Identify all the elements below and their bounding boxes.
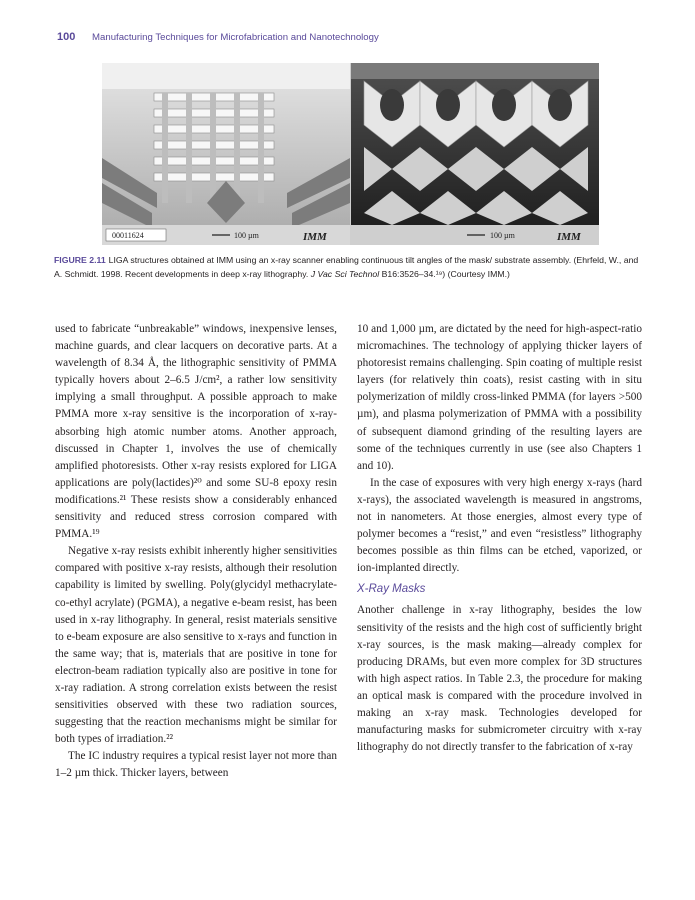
figure-label: FIGURE 2.11 [54, 255, 106, 265]
running-header [57, 31, 657, 43]
left-paragraph-3: The IC industry requires a typical resist layer not more than 1–2 µm thick. Thicker layers, between [55, 750, 337, 780]
left-logo: IMM [303, 231, 327, 243]
right-micrograph [351, 63, 599, 245]
section-heading: X-Ray Masks [357, 583, 426, 596]
sem-micrographs [102, 63, 599, 245]
figure-caption [54, 254, 644, 281]
right-scale-label: 100 µm [490, 231, 515, 240]
book-title: Manufacturing Techniques for Microfabrication and Nanotechnology [92, 32, 379, 43]
left-scale-label: 100 µm [234, 231, 259, 240]
figure-2-11 [102, 63, 599, 245]
caption-journal: J Vac Sci Technol [310, 268, 380, 279]
right-logo: IMM [557, 231, 581, 243]
right-paragraph-1: 10 and 1,000 µm, are dictated by the need for high-aspect-ratio micromachines. The technology of applying thicker layers of photoresist remains challenging. Spin coating of multiple resist layers (for relatively thin coats), resist casting with in situ polymerization of mildly cross-linked PMMA (for layers >500 µm), and plasma polymerization of PMMA with a possibility of subsequent diamond grinding of the resulting layers are some of the techniques currently in use (see also Chapters 1 and 10). [357, 323, 642, 472]
left-column [55, 321, 337, 783]
left-paragraph-1: used to fabricate “unbreakable” windows, inexpensive lenses, machine guards, and clear lacquers on decorative parts. At a wavelength of 8.34 Å, the lithographic sensitivity of PMMA typically hovers about 2–6.5 J/cm², a rather low sensitivity implying a small throughput. A possible approach to make PMMA more x-ray sensitive is the incorporation of x-ray-absorbing high atomic number atoms. Another approach, discussed in Chapter 1, involves the use of chemically amplified photoresists. Other x-ray resists explored for LIGA applications are poly(lactides)²⁰ and some SU-8 epoxy resin modifications.²¹ These resists show a considerably enhanced sensitivity and reduced stress corrosion compared with PMMA.¹⁹ [55, 323, 337, 541]
right-paragraph-2: In the case of exposures with very high energy x-rays (hard x-rays), the associated wavelength is measured in angstroms, not in nanometers. At those energies, almost every type of polymer becomes a “resist,” and even “resistless” lithography becomes possible as thin films can be etched, vaporized, or ion-implanted directly. [357, 476, 642, 575]
caption-tail: B16:3526–34.¹⁹) (Courtesy IMM.) [379, 268, 510, 279]
right-paragraph-3: Another challenge in x-ray lithography, besides the low sensitivity of the resists and the high cost of sufficiently bright x-ray sources, is the mask making—already complex for producing DRAMs, but even more complex for 3D structures with high aspect ratios. In Table 2.3, the procedure for making an optical mask is compared with the procedure involved in making an x-ray mask. Technologies developed for manufacturing masks for submicrometer circuitry with x-ray lithography do not directly transfer to the fabrication of x-ray [357, 604, 642, 754]
left-micrograph [102, 63, 350, 245]
right-column [357, 321, 642, 756]
image-id-label: 00011624 [112, 231, 144, 240]
left-paragraph-2: Negative x-ray resists exhibit inherently higher sensitivities compared with positive x-ray resists, although their resolution capability is limited by swelling. Poly(glycidyl methacrylate-co-ethyl acrylate) (PGMA), a negative e-beam resist, has been used in x-ray lithography. In general, resist materials sensitive to e-beam exposure are also sensitive to x-rays and function in the same way; that is, materials that are positive in tone for electron-beam radiation typically also are positive in tone for x-ray radiation. A strong correlation exists between the resist sensitivities observed with these two radiation sources, suggesting that the reaction mechanisms might be similar for both types of irradiation.²² [55, 545, 337, 746]
caption-text: LIGA structures obtained at IMM using an x-ray scanner enabling continuous tilt angles of the mask/ substrate assembly. (Ehrfeld, W., and A. Schmidt. 1998. Recent developments in deep x-ray lithography. [54, 255, 639, 279]
page-number: 100 [57, 31, 76, 43]
